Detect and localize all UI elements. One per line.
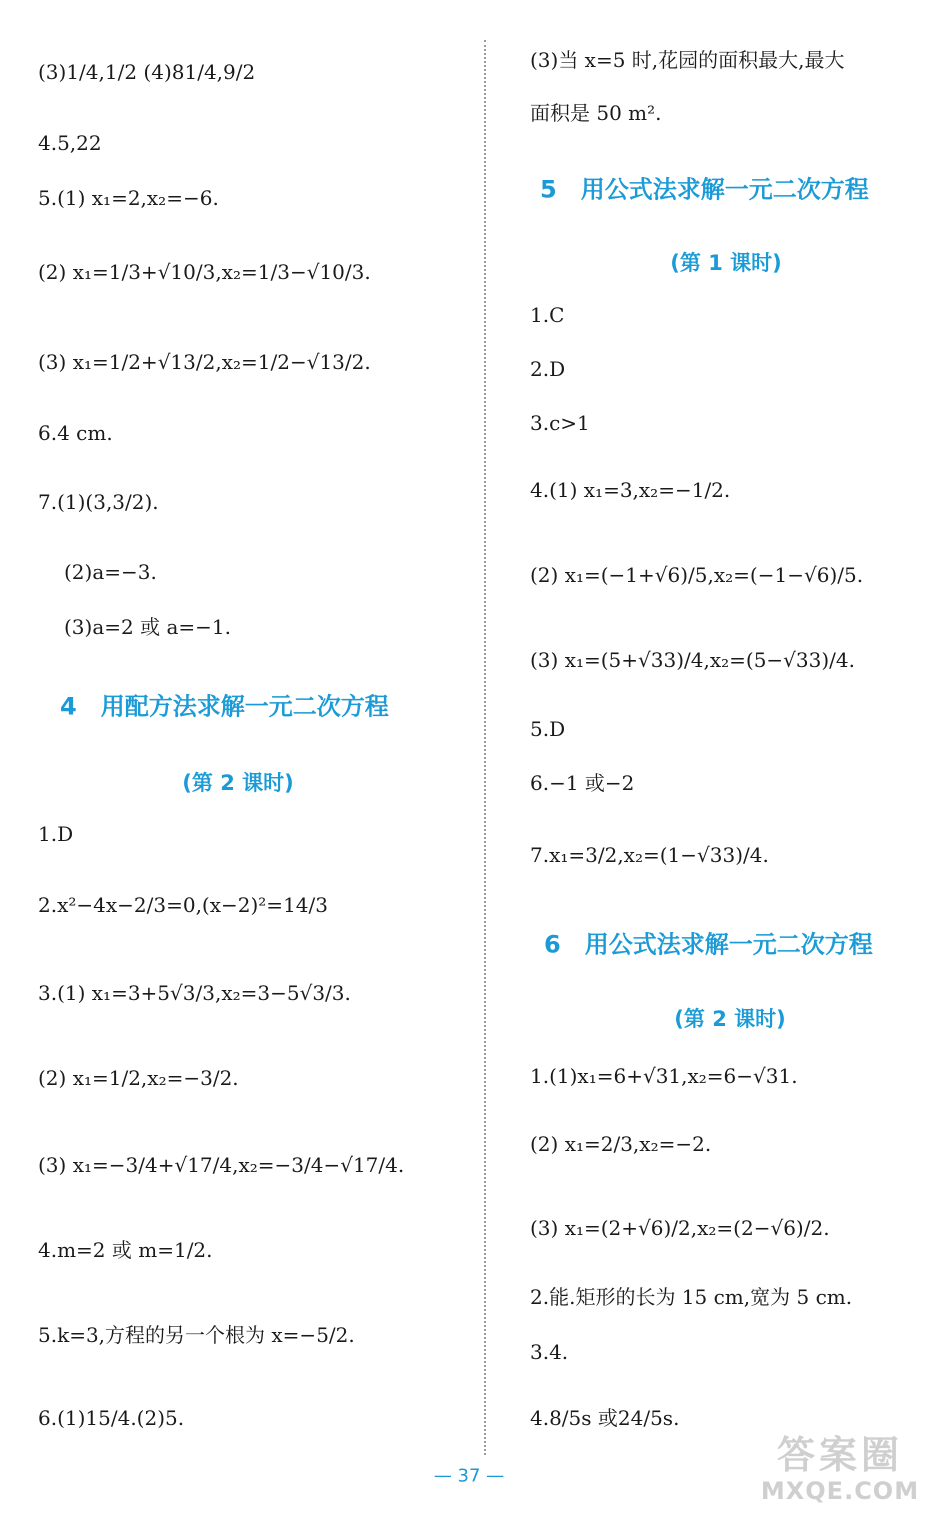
- answer-line: 7.x₁=3/2,x₂=(1−√33)/4.: [530, 843, 769, 867]
- answer-line: 面积是 50 m².: [530, 101, 662, 125]
- answer-line: (2)a=−3.: [64, 560, 157, 584]
- answer-line: 3.4.: [530, 1340, 569, 1364]
- answer-line: 6.−1 或−2: [530, 771, 635, 795]
- answer-line: 1.D: [38, 822, 74, 846]
- answer-line: 4.m=2 或 m=1/2.: [38, 1238, 213, 1262]
- answer-line: 5.(1) x₁=2,x₂=−6.: [38, 186, 219, 210]
- column-divider: [484, 40, 486, 1455]
- watermark-text: 答案圈: [776, 1433, 903, 1477]
- lesson-heading-1: (第 1 课时): [670, 251, 782, 275]
- answer-line: 5.D: [530, 717, 566, 741]
- answer-line: (3) x₁=1/2+√13/2,x₂=1/2−√13/2.: [38, 350, 371, 374]
- answer-line: 7.(1)(3,3/2).: [38, 490, 159, 514]
- watermark-logo: [750, 1433, 930, 1511]
- answer-line: 2.能.矩形的长为 15 cm,宽为 5 cm.: [530, 1285, 853, 1309]
- section-heading-6: 6 用公式法求解一元二次方程: [544, 930, 873, 959]
- watermark-url: MXQE.COM: [760, 1477, 920, 1505]
- section-heading-4: 4 用配方法求解一元二次方程: [60, 692, 389, 721]
- lesson-heading-2b: (第 2 课时): [674, 1007, 786, 1031]
- answer-line: 3.c>1: [530, 411, 590, 435]
- answer-line: 1.(1)x₁=6+√31,x₂=6−√31.: [530, 1064, 798, 1088]
- page-number: — 37 —: [433, 1465, 505, 1487]
- answer-line: (3)当 x=5 时,花园的面积最大,最大: [530, 48, 845, 72]
- answer-line: 6.4 cm.: [38, 421, 113, 445]
- answer-line: 4.5,22: [38, 131, 102, 155]
- answer-line: (2) x₁=2/3,x₂=−2.: [530, 1132, 712, 1156]
- answer-line: (3) x₁=(2+√6)/2,x₂=(2−√6)/2.: [530, 1216, 830, 1240]
- answer-line: 6.(1)15/4.(2)5.: [38, 1406, 185, 1430]
- answer-line: 2.D: [530, 357, 566, 381]
- section-heading-5: 5 用公式法求解一元二次方程: [540, 175, 869, 204]
- answer-line: 5.k=3,方程的另一个根为 x=−5/2.: [38, 1323, 355, 1347]
- answer-line: (2) x₁=(−1+√6)/5,x₂=(−1−√6)/5.: [530, 563, 864, 587]
- answer-line: 2.x²−4x−2/3=0,(x−2)²=14/3: [38, 893, 328, 917]
- answer-line: (3)a=2 或 a=−1.: [64, 615, 231, 639]
- lesson-heading-2: (第 2 课时): [182, 771, 294, 795]
- answer-line: (2) x₁=1/3+√10/3,x₂=1/3−√10/3.: [38, 260, 371, 284]
- answer-line: 1.C: [530, 303, 565, 327]
- answer-line: 3.(1) x₁=3+5√3/3,x₂=3−5√3/3.: [38, 981, 351, 1005]
- answer-line: 4.(1) x₁=3,x₂=−1/2.: [530, 478, 731, 502]
- answer-line: (2) x₁=1/2,x₂=−3/2.: [38, 1066, 239, 1090]
- answer-line: (3) x₁=(5+√33)/4,x₂=(5−√33)/4.: [530, 648, 855, 672]
- answer-line: (3) x₁=−3/4+√17/4,x₂=−3/4−√17/4.: [38, 1153, 405, 1177]
- answer-line: (3)1/4,1/2 (4)81/4,9/2: [38, 60, 256, 84]
- answer-line: 4.8/5s 或24/5s.: [530, 1406, 680, 1430]
